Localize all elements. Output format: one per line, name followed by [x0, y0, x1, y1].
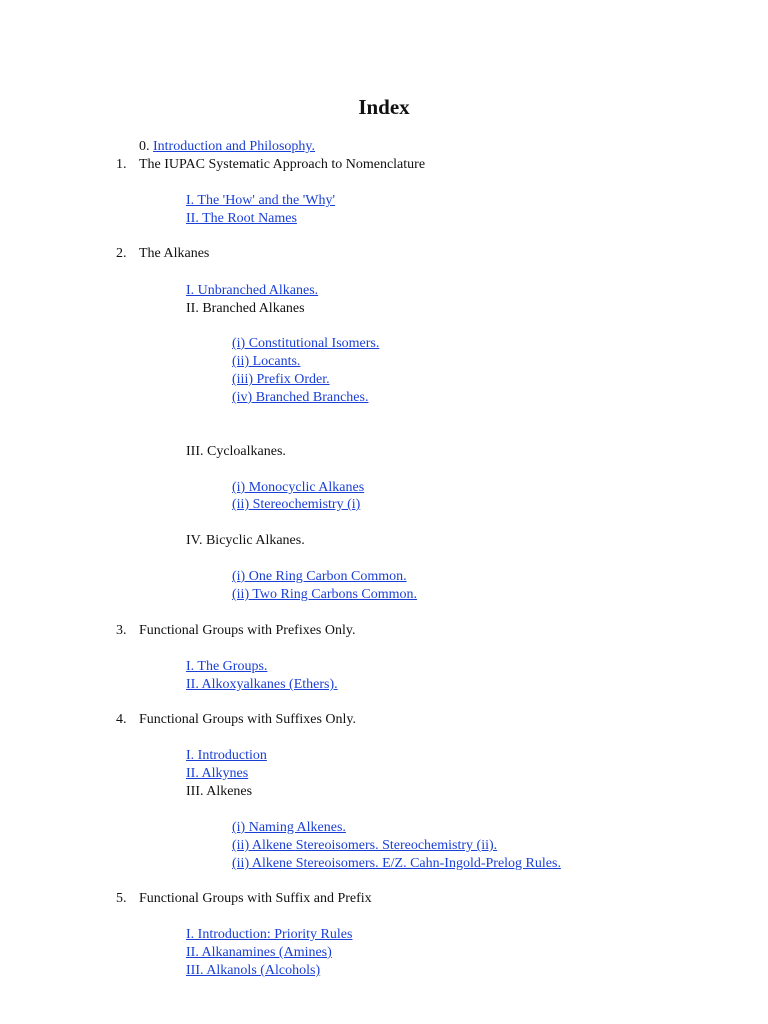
- page-title: Index: [358, 95, 410, 119]
- link-alkynes[interactable]: II. Alkynes: [186, 766, 249, 781]
- link-how-and-why[interactable]: I. The 'How' and the 'Why': [186, 193, 336, 208]
- section-5-number: 5.: [116, 891, 127, 906]
- section-2-label: The Alkanes: [139, 246, 210, 261]
- section-4-number: 4.: [116, 712, 127, 727]
- link-unbranched-alkanes[interactable]: I. Unbranched Alkanes.: [186, 283, 319, 298]
- link-introduction-philosophy[interactable]: Introduction and Philosophy.: [153, 139, 316, 154]
- link-one-ring-carbon[interactable]: (i) One Ring Carbon Common.: [232, 569, 407, 584]
- alkenes-label: III. Alkenes: [186, 784, 253, 799]
- link-the-groups[interactable]: I. The Groups.: [186, 659, 268, 674]
- intro-entry: [139, 138, 315, 156]
- link-alkanamines[interactable]: II. Alkanamines (Amines): [186, 945, 332, 960]
- bicyclic-alkanes-label: IV. Bicyclic Alkanes.: [186, 533, 305, 548]
- intro-number: 0.: [139, 139, 150, 154]
- link-branched-branches[interactable]: (iv) Branched Branches.: [232, 390, 369, 405]
- link-prefix-order[interactable]: (iii) Prefix Order.: [232, 372, 330, 387]
- cycloalkanes-label: III. Cycloalkanes.: [186, 444, 286, 459]
- branched-alkanes-label: II. Branched Alkanes: [186, 301, 305, 316]
- link-alkanols[interactable]: III. Alkanols (Alcohols): [186, 963, 321, 978]
- section-4-label: Functional Groups with Suffixes Only.: [139, 712, 356, 727]
- section-5-label: Functional Groups with Suffix and Prefix: [139, 891, 372, 906]
- link-priority-rules[interactable]: I. Introduction: Priority Rules: [186, 927, 353, 942]
- section-1-number: 1.: [116, 157, 127, 172]
- link-root-names[interactable]: II. The Root Names: [186, 211, 297, 226]
- link-monocyclic-alkanes[interactable]: (i) Monocyclic Alkanes: [232, 480, 365, 495]
- link-two-ring-carbons[interactable]: (ii) Two Ring Carbons Common.: [232, 587, 418, 602]
- link-locants[interactable]: (ii) Locants.: [232, 354, 301, 369]
- link-naming-alkenes[interactable]: (i) Naming Alkenes.: [232, 820, 346, 835]
- section-2-number: 2.: [116, 246, 127, 261]
- link-constitutional-isomers[interactable]: (i) Constitutional Isomers.: [232, 336, 380, 351]
- link-alkoxyalkanes[interactable]: II. Alkoxyalkanes (Ethers).: [186, 677, 338, 692]
- section-3-label: Functional Groups with Prefixes Only.: [139, 623, 356, 638]
- link-cip-rules[interactable]: (ii) Alkene Stereoisomers. E/Z. Cahn-Ingold-Prelog Rules.: [232, 856, 561, 871]
- section-1-label: The IUPAC Systematic Approach to Nomenclature: [139, 157, 426, 172]
- link-introduction[interactable]: I. Introduction: [186, 748, 267, 763]
- link-alkene-stereoisomers[interactable]: (ii) Alkene Stereoisomers. Stereochemistry (ii).: [232, 838, 498, 853]
- section-3-number: 3.: [116, 623, 127, 638]
- link-stereochemistry-i[interactable]: (ii) Stereochemistry (i): [232, 497, 361, 512]
